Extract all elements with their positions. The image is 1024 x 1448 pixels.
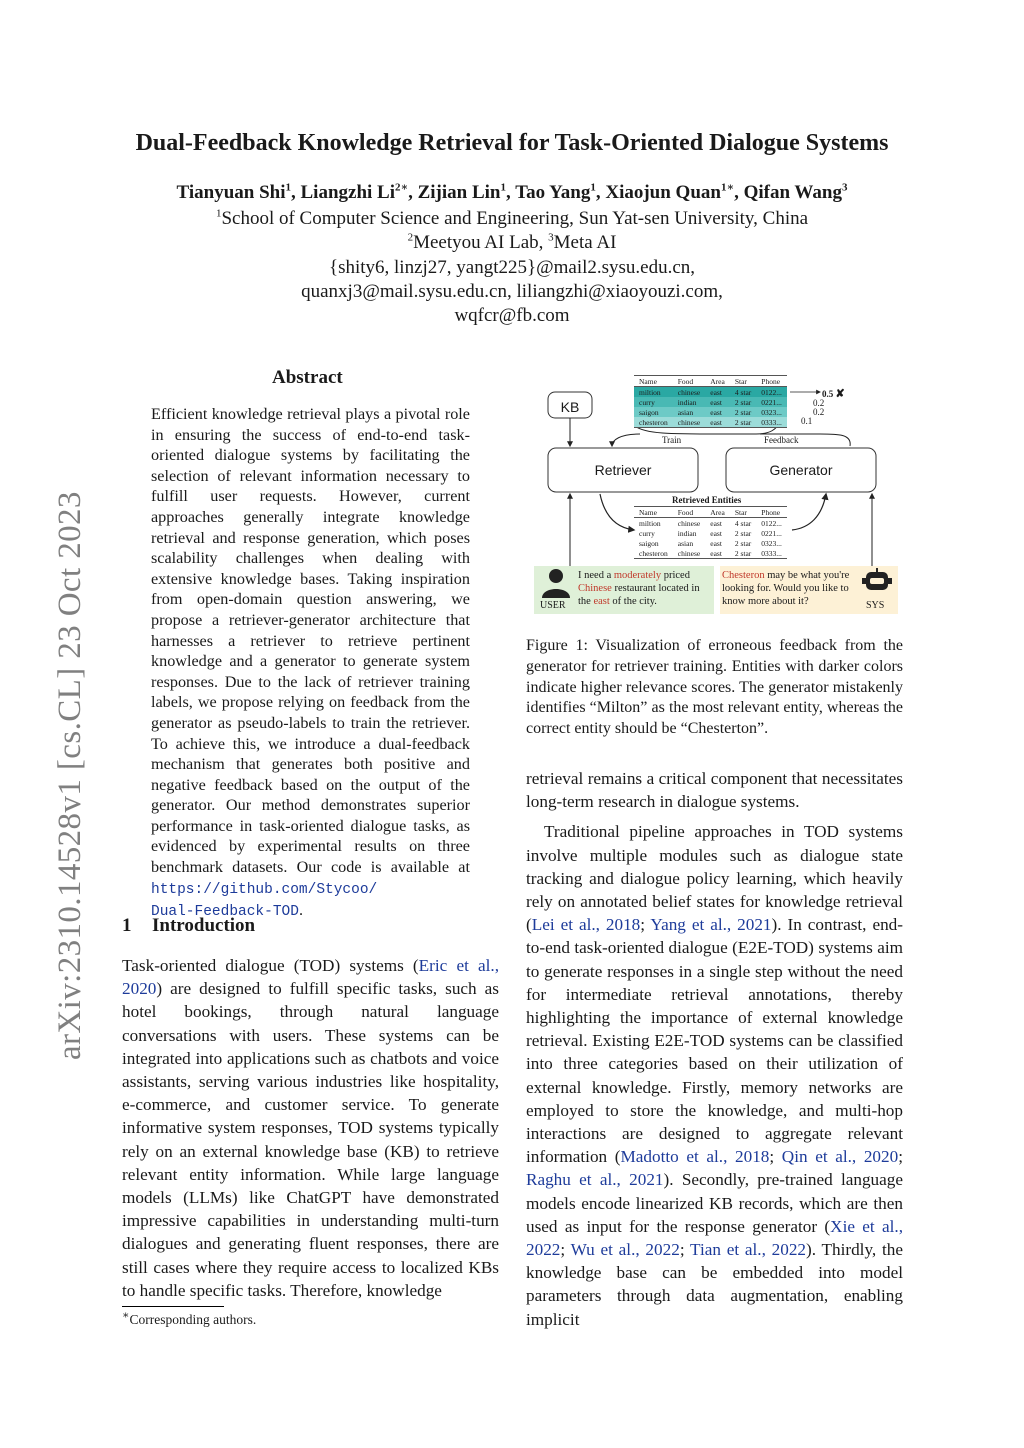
footnote-divider [122,1306,224,1307]
sys-label: SYS [866,600,885,611]
table-header: Star [730,376,756,387]
arxiv-identifier: arXiv:2310.14528v1 [cs.CL] 23 Oct 2023 [52,491,88,1060]
author-mark: 1 [590,181,596,194]
table-row: miltion chinese east 4 star 0122... [639,518,782,528]
author-mark: 3 [841,181,848,194]
email-line-3: wqfcr@fb.com [454,305,570,326]
table-row: curry indian east 2 star 0221... [639,528,782,538]
table-row: saigon asian east 2 star 0323... [639,538,782,548]
table-row: curry indian east 2 star 0221... [634,397,787,407]
kb-label: KB [560,399,580,415]
author-name: Tao Yang [515,182,591,203]
author-mark: 2∗ [395,181,409,194]
score-label: 0.5 ✘ [822,388,845,400]
citation-link[interactable]: Madotto et al., 2018 [620,1147,770,1167]
citation-link[interactable]: Qin et al., 2020 [781,1147,899,1167]
score-label: 0.2 [813,407,825,417]
citation-link[interactable]: Yang et al., 2021 [650,915,772,935]
table-row: chesteron chinese east 2 star 0333... [634,417,787,428]
author-name: Tianyuan Shi [176,182,286,203]
author-mark: 1 [285,181,291,194]
table-header: Area [705,376,730,387]
email-line-2: quanxj3@mail.sysu.edu.cn, liliangzhi@xiaoyouzi.com, [301,281,723,302]
user-label: USER [540,600,566,611]
email-line-1: {shity6, linzj27, yangt225}@mail2.sysu.edu.cn, [328,257,696,278]
table-row: miltion chinese east 4 star 0122... [634,387,787,398]
section-heading-introduction: 1 Introduction [122,915,256,936]
code-link[interactable]: https://github.com/Stycoo/ [151,881,378,898]
author-name: Zijian Lin [417,182,501,203]
abstract-body: Efficient knowledge retrieval plays a pivotal role in ensuring the success of end-to-end task-oriented dialogue systems by facilitating the selection of relevant information necessary to fulfill user requests. However, current approaches generally integrate knowledge retrieval and response generation, which poses scalability challenges when dealing with extensive knowledge bases. Taking inspiration from open-domain question answering, we propose a retriever-generator architecture that harnesses a retriever to retrieve pertinent knowledge and a generator to generate system responses. Due to the lack of retriever training labels, we propose relying on feedback from the generator as pseudo-labels to train the retriever. To achieve this, we introduce a dual-feedback mechanism that generates both positive and negative feedback based on the output of the generator. Our method demonstrates superior performance in task-oriented dialogue tasks, as evidenced by experimental results on three benchmark datasets. Our code is available at https://github.com/Stycoo/ Dual-Feedback-TOD. [151,405,470,921]
citation-link[interactable]: Eric et al., 2020 [122,956,500,999]
intro-left-column: Task-oriented dialogue (TOD) systems (Eric et al., 2020) are designed to fulfill specific tasks, such as hotel bookings, through natural language conversations with users. These systems can be integrated into applications such as chatbots and voice assistants, serving various industries like hospitality, e-commerce, and customer service. To generate informative system responses, TOD systems typically rely on an external knowledge base (KB) to retrieve relevant entity information. While large language models (LLMs) like ChatGPT have demonstrated impressive capabilities in understanding multi-turn dialogues and generating fluent responses, there are still cases where they require access to localized KBs to handle specific tasks. Therefore, knowledge [122,956,500,1300]
retrieved-arrow [600,494,634,530]
footnote: ∗Corresponding authors. [122,1309,257,1327]
figure-caption: Figure 1: Visualization of erroneous feedback from the generator for retriever training. Entities with darker colors indicate higher relevance scores. The generator mistakenly identifies “Milton” as the most relevant entity, whereas the correct entity should be “Chesterton”. [526,637,903,738]
citation-link[interactable]: Raghu et al., 2021 [526,1170,664,1190]
retrieved-entities-table: Name Food Area Star Phone miltion chinese east 4 star 0122... curry indian east 2 star 0221... saigon asian east 2 star 0323... chesteron chinese east 2 star 0333... [634,506,787,559]
table-row: chesteron chinese east 2 star 0333... [634,548,787,559]
table-header: Food [673,376,706,387]
author-name: Xiaojun Quan [605,182,721,203]
system-utterance: Chesteron may be what you're looking for. Would you like to know more about it? [722,570,850,607]
citation-link[interactable]: Xie et al., 2022 [526,1216,904,1260]
citation-link[interactable]: Lei et al., 2018 [531,915,641,935]
affiliation-2: $^2$Meetyou AI Lab, $^3$Meta AI [407,231,617,253]
scored-entities-table [634,375,787,428]
score-label: 0.2 [813,398,825,408]
figure-1 [520,368,910,628]
intro-right-column [526,767,903,1331]
user-utterance: I need a moderately priced Chinese restaurant located in the east of the city. [578,570,700,607]
paper-title: Dual-Feedback Knowledge Retrieval for Task-Oriented Dialogue Systems [135,130,889,156]
code-link-continued[interactable]: Dual-Feedback-TOD [151,904,299,921]
author-mark: 1 [500,181,507,194]
retriever-label: Retriever [594,462,652,478]
affiliation-1: $^1$School of Computer Science and Engineering, Sun Yat-sen University, China [215,207,809,229]
feedback-label: Feedback [764,435,799,445]
author-mark: 1∗ [720,181,735,194]
score-label: 0.1 [801,416,813,426]
cross-icon: ✘ [835,388,845,400]
to-generator-arrow [792,494,826,530]
paragraph: Traditional pipeline approaches in TOD systems involve multiple modules such as dialogue state tracking and dialogue policy learning, which heavily rely on annotated belief states for knowledge retrieval (Lei et al., 2018; Yang et al., 2021). In contrast, end-to-end task-oriented dialogue (E2E-TOD) systems aim to generate responses in a single step without the need for intermediate retrieval annotations, thereby highlighting the importance of external knowledge retrieval. Existing E2E-TOD systems can be classified into three categories based on their utilization of external knowledge. Firstly, memory networks are employed to store the knowledge, and multi-hop interactions are designed to aggregate relevant information (Madotto et al., 2018; Qin et al., 2020; Raghu et al., 2021). Secondly, pre-trained language models encode linearized KB records, which are then used as input for the response generator (Xie et al., 2022; Wu et al., 2022; Tian et al., 2022). Thirdly, the knowledge base can be embedded into model parameters through data augmentation, enabling implicit [526,822,904,1329]
author-name: Qifan Wang [743,182,842,203]
table-header: Name [634,376,673,387]
table-row: saigon asian east 2 star 0323... [634,407,787,417]
abstract-heading: Abstract [272,367,343,388]
author-list: Tianyuan Shi$^1$, Liangzhi $Li^{2∗}$, Zijian Lin$^1$, Tao Yang$^1$, Xiaojun Quan$^{1∗}$, Qifan Wang$^3$ [176,181,848,203]
paragraph: retrieval remains a critical component that necessitates long-term research in dialogue systems. [526,769,903,812]
retrieved-entities-title: Retrieved Entities [672,495,742,505]
train-label: Train [662,435,682,445]
generator-label: Generator [769,462,833,478]
author-name: Liangzhi Li [300,182,395,203]
citation-link[interactable]: Tian et al., 2022 [690,1240,807,1260]
citation-link[interactable]: Wu et al., 2022 [570,1240,680,1260]
table-header: Phone [756,376,787,387]
